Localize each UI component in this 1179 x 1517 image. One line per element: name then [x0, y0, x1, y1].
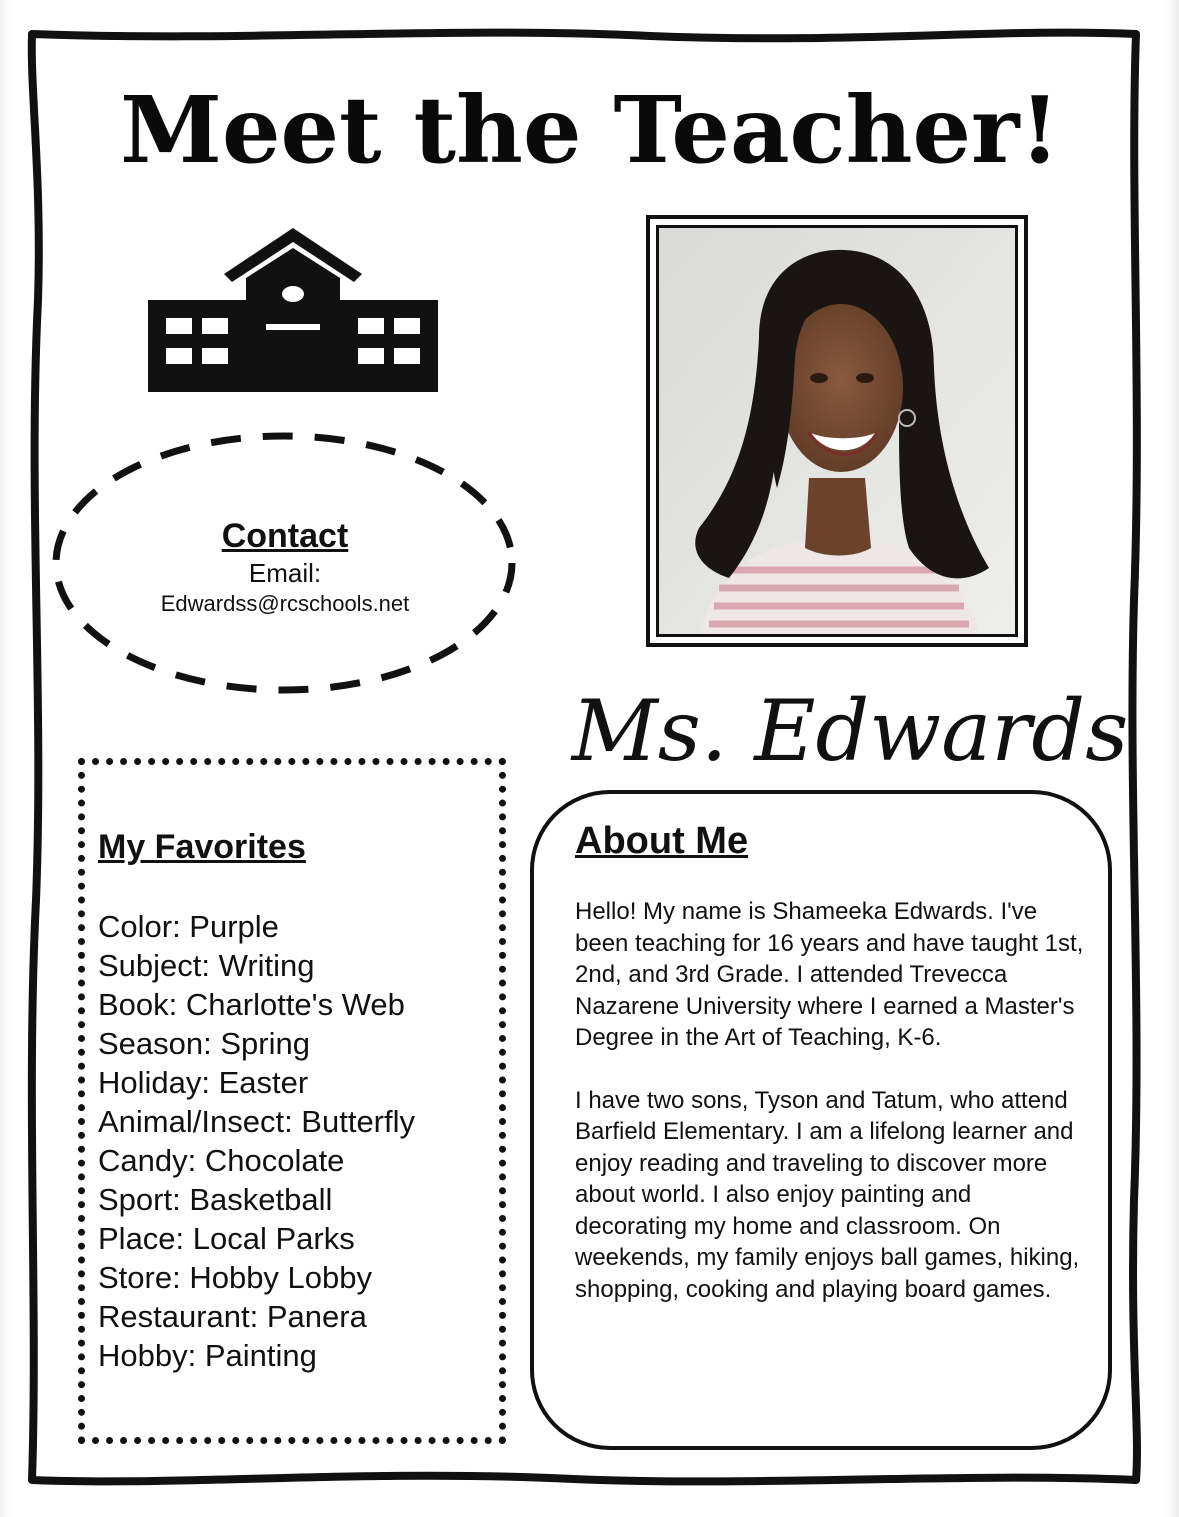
- teacher-portrait: [656, 225, 1018, 637]
- favorite-item-season: Season: Spring: [98, 1026, 310, 1061]
- favorite-item-store: Store: Hobby Lobby: [98, 1260, 373, 1295]
- about-heading: About Me: [575, 820, 749, 862]
- email-label: Email:: [248, 558, 322, 588]
- favorite-item-book: Book: Charlotte's Web: [98, 987, 405, 1022]
- favorites-list: [98, 907, 415, 1375]
- photo-frame: [646, 215, 1028, 647]
- about-paragraph: Hello! My name is Shameeka Edwards. I've been teaching for 16 years and have taught 1st, 2nd, and 3rd Grade. I attended Trevecca Nazarene University where I earned a Master's Degree in the Art of Teaching, K-6.: [575, 898, 1084, 1051]
- favorite-item-candy: Candy: Chocolate: [98, 1143, 345, 1178]
- school-building-icon: [146, 226, 440, 392]
- email-address: Edwardss@rcschools.net: [160, 591, 410, 616]
- favorite-item-restaurant: Restaurant: Panera: [98, 1299, 367, 1334]
- teacher-name: Ms. Edwards: [571, 682, 1129, 780]
- about-paragraph: I have two sons, Tyson and Tatum, who attend Barfield Elementary. I am a lifelong learner and enjoy reading and traveling to discover more about world. I also enjoy painting and decorating my home and classroom. On weekends, my family enjoys ball games, hiking, shopping, cooking and playing board games.: [575, 1086, 1080, 1303]
- favorite-item-holiday: Holiday: Easter: [98, 1065, 309, 1100]
- favorite-item-hobby: Hobby: Painting: [98, 1338, 317, 1373]
- favorite-item-place: Place: Local Parks: [98, 1221, 355, 1256]
- about-body: [575, 896, 1085, 1305]
- favorite-item-animal: Animal/Insect: Butterfly: [98, 1104, 416, 1139]
- favorite-item-sport: Sport: Basketball: [98, 1182, 333, 1217]
- contact-heading: Contact: [221, 517, 349, 555]
- favorites-heading: My Favorites: [98, 828, 306, 866]
- favorite-item-subject: Subject: Writing: [98, 948, 315, 983]
- contact-section: [90, 515, 480, 619]
- favorite-item-color: Color: Purple: [98, 909, 279, 944]
- page-title: Meet the Teacher!: [120, 76, 1060, 184]
